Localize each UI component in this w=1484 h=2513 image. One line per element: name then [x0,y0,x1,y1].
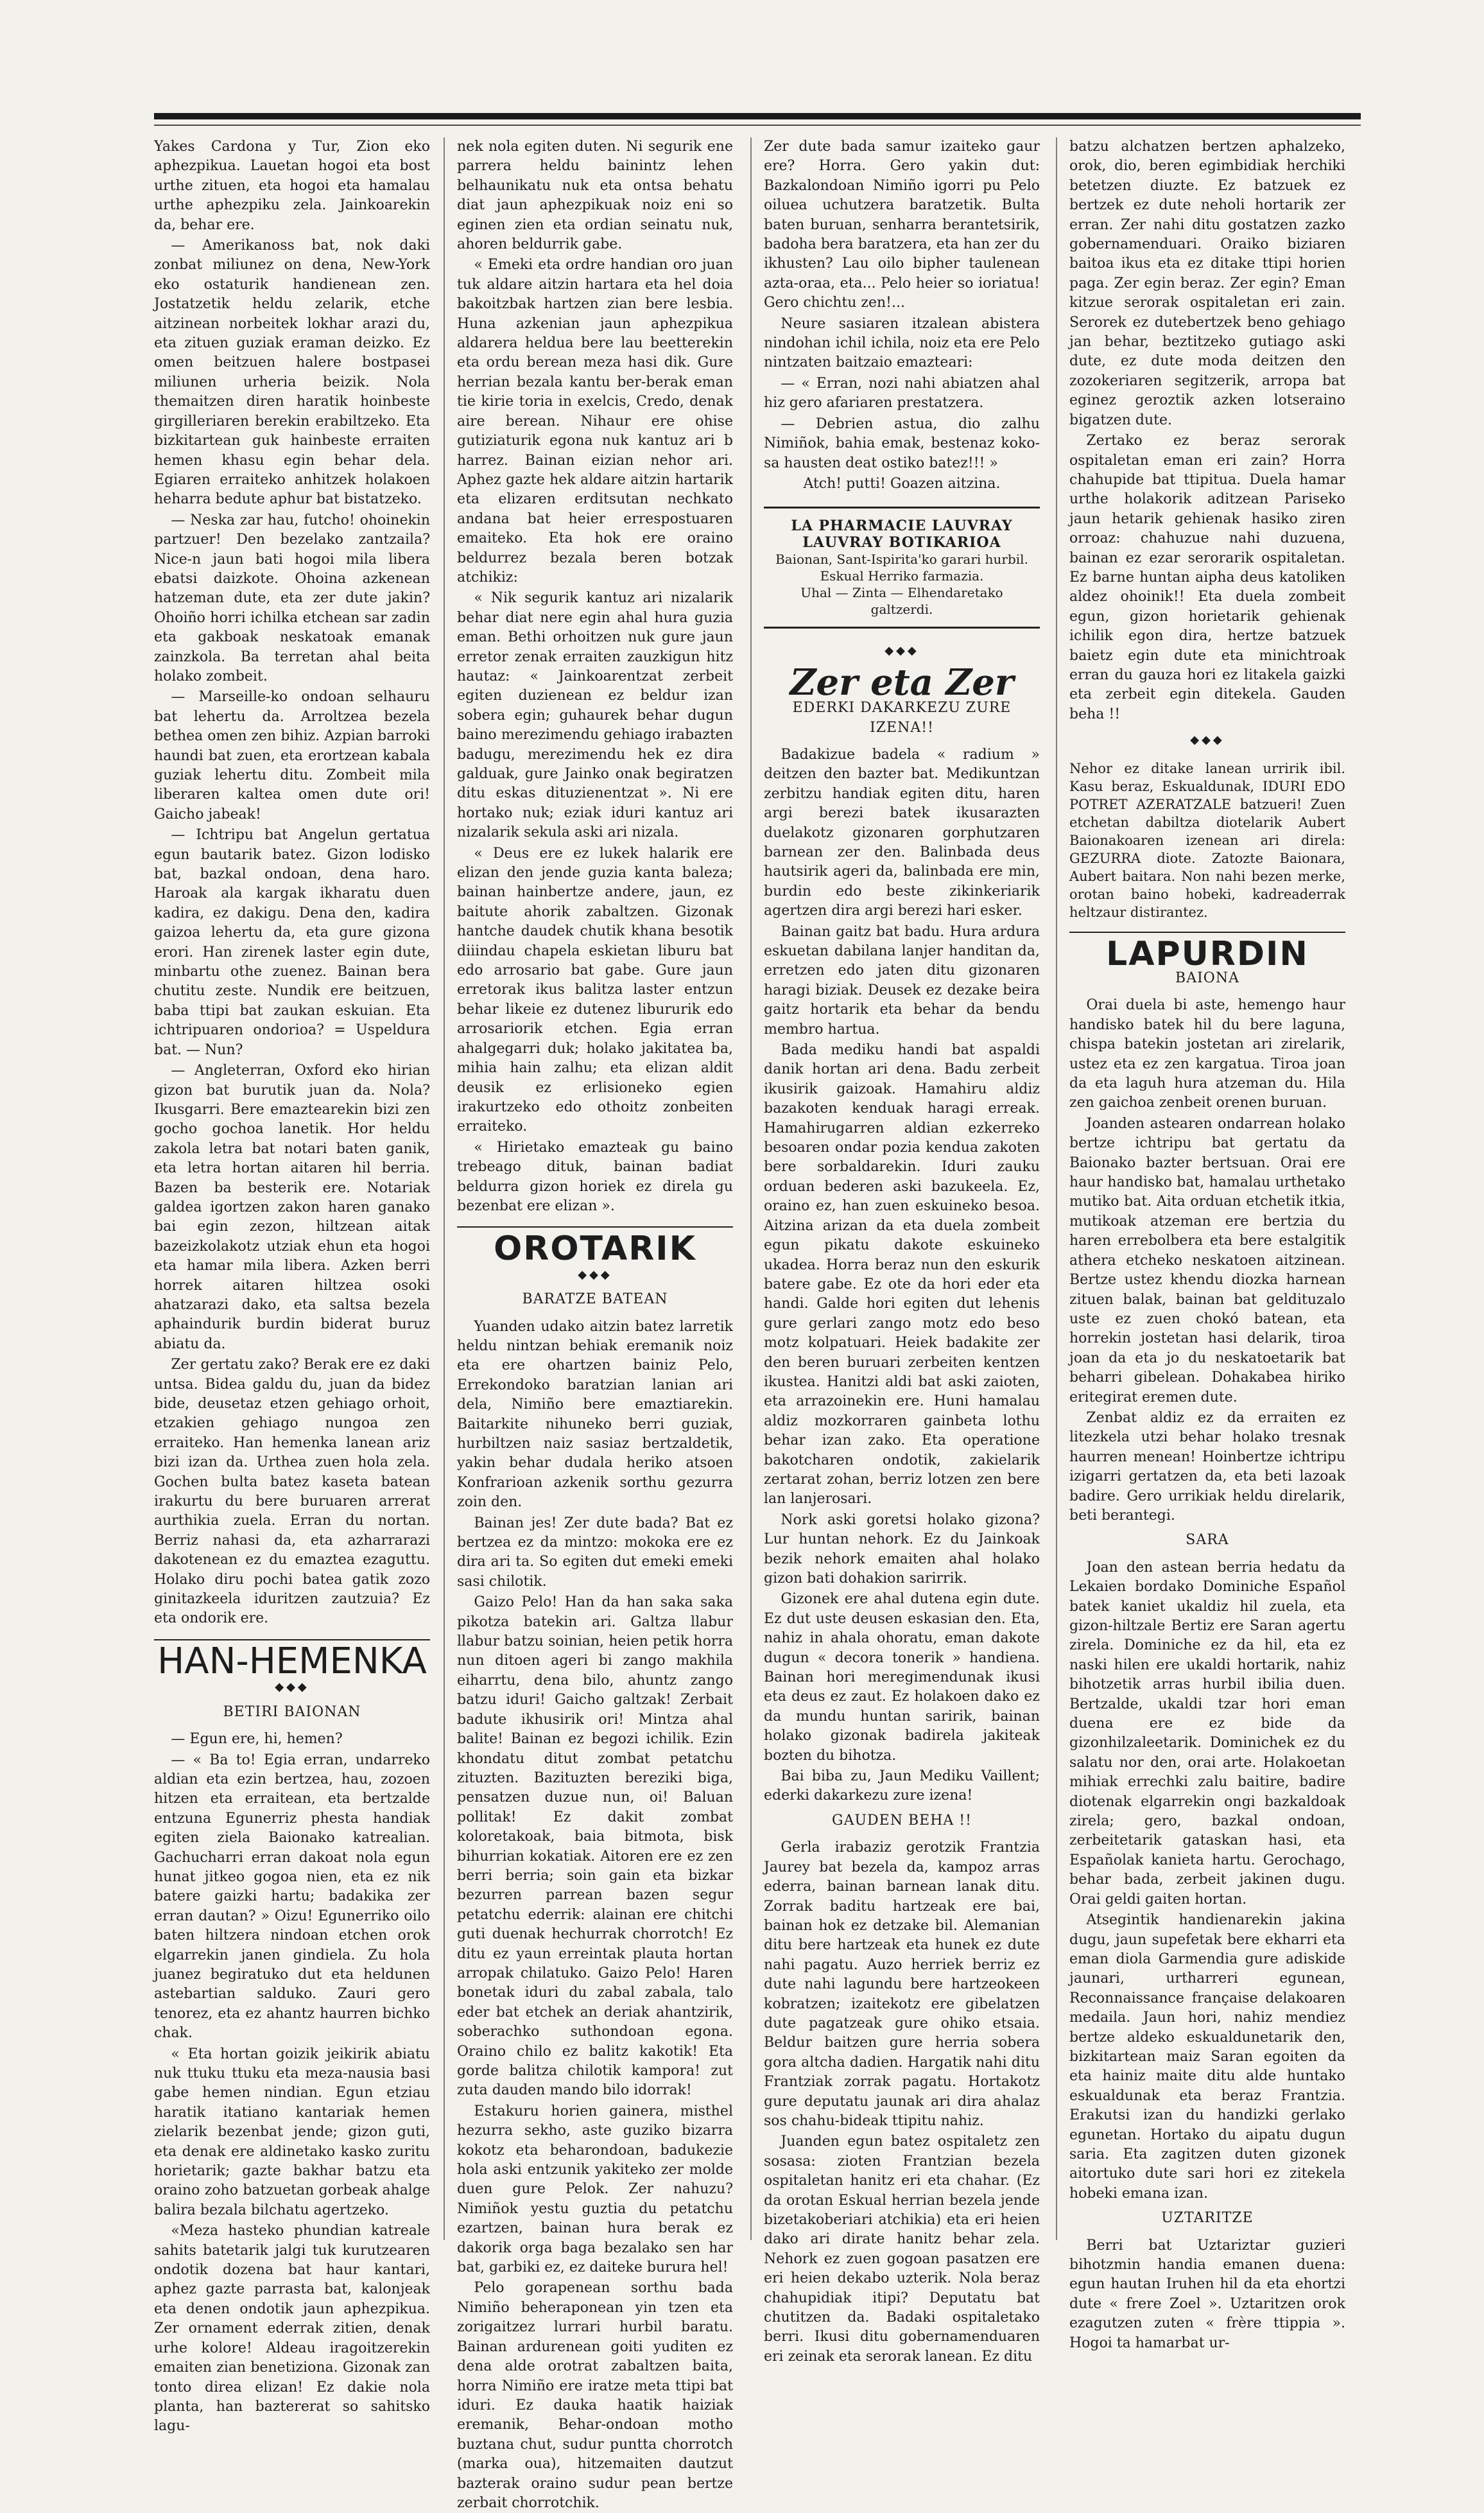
article-paragraph: Zer dute bada samur izaiteko gaur ere? Horra. Gero yakin dut: Bazkalondoan Nimiño igorri pu Pelo oiluea uchutzera baratzetik. Bulta baten buruan, senharra berantetsirik, badoha bera baratzera, eta han zer du ikhusten? Lau oilo bipher taulenean azta-oraa, eta... Pelo heier so ioriatua! Gero chichtu zen!... [764,139,1040,311]
article-paragraph: «Meza hasteko phundian katreale sahits batetarik jalgi tuk kurutzearen ondotik dozena bat haur kantari, aphez gazte parrasta bat, kalonjeak eta denen ondotik jaun aphezpikua. Zer ornament ederrak zitien, denak urhe kolore! Aldeau iragoitzerekin emaiten zian benetiziona. Gizonak zan tonto direa elizan! Ez dakie nola planta, han baztererat so sahitsko lagu- [154,2223,430,2435]
column-rule [750,137,752,2240]
masthead-rule [154,113,1361,119]
ornament-divider: ◆◆◆ [275,1680,309,1694]
advert-line: Eskual Herriko farmazia. [820,568,984,584]
column-rule [1056,137,1057,2240]
article-paragraph: « Eta hortan goizik jeikirik abiatu nuk ttuku ttuku eta meza-nausia basi gabe hemen nindian. Egun etziau haratik itatiano kantariak hemen zielarik bezenbat jende; gizon guti, eta denak ere aldinetako kasko zuritu horietarik; gazte bakhar batzu eta oraino zoho batzuetan gorbeak ahalge balira bezala bilchatu agertzeko. [154,2046,430,2218]
article-paragraph: Pelo gorapenean sorthu bada Nimiño beheraponean yin tzen eta zorigaitzez lurrari hurbil baratu. Bainan ardurenean goiti yuditen ez dena alde orotrat zabaltzen baita, horra Nimiño ere iratze meta ttipi bat iduri. Ez dauka haatik haiziak eremanik, Behar-ondoan motho buztana chut, sudur puntta chorrotch (marka oua), hitzemaiten dautzut bazterak oraino sudur pean bertze zerbait chorrotchik. [457,2280,733,2511]
column-3 [764,137,1040,2365]
section-title: OROTARIK [494,1230,696,1269]
masthead-thin-rule [154,125,1361,126]
article-paragraph: Atsegintik handienarekin jakina dugu, jaun supefetak bere ekharri eta eman diola Garmendia gure adiskide jaunari, urtharreri egunean, Reconnaissance française delakoaren medaila. Jaun hori, nahiz mendiez bertze aldeko eskualdunetarik den, bizkitartean maiz Saran egoiten da eta hainiz maite ditu alde huntako eskualdunak eta beraz Frantzia. Erakutsi izan du handizki gerlako egunetan. Hortako du aipatu dugun saria. Eta zagitzen duten gizonek aitortuko dute sari hori ez zitekela hobeki emana izan. [1069,1912,1345,2202]
ornament-divider: ◆◆◆ [1190,733,1225,747]
article-paragraph: nek nola egiten duten. Ni segurik ene parrera heldu bainintz lehen belhaunikatu nuk eta ontsa behatu diat jaun aphezpikuak noiz eni so eginen zien eta ordian seinatu nuk, ahoren beldurrik gabe. [457,139,733,253]
article-paragraph: Gerla irabaziz gerotzik Frantzia Jaurey bat bezela da, kampoz arras ederra, bainan barnean lanak ditu. Zorrak baditu hartzeak ere bai, bainan hok ez detzake bil. Alemanian ditu bere hartzeak eta hunek ez dute nahi pagatu. Auzo herriek berriz ez dute nahi lagundu bere hartzeokeen kobratzen; izaitekotz ere gibelatzen dute pagatzeak gure ohiko etsaia. Beldur baitzen gure herria sobera gora altcha dadien. Hargatik nahi ditu Frantziak zorrak pagatu. Hortakotz gure deputatu jaunak ari dira ahalaz sos chahu-bideak ttipitu nahiz. [764,1839,1040,2129]
section-rule [457,1226,733,1228]
column-1 [154,137,430,2435]
section-title: LAPURDIN [1106,934,1309,973]
article-paragraph: Neure sasiaren itzalean abistera nindohan ichil ichila, noiz eta ere Pelo nintzaten baitzaio emazteari: [764,315,1040,371]
article-paragraph: Atch! putti! Goazen aitzina. [803,475,1001,492]
article-paragraph: Zertako ez beraz serorak ospitaletan eman eri zain? Horra chahupide bat ttipitua. Duela hamar urthe holakorik aditzean Pariseko jaun hetarik gehienak hasiko ziren orroaz: chahuzue nahi duzuena, bainan ez ezar serorarik ospitaletan. Ez barne huntan aipha deus katoliken aldez ohoinik!! Eta duela zombeit egun, gizon horietarik gehienak ichilik egon dira, hertze batzuek baietz egin dute eta minichtroak erran du gauza hori ez litakela gaizki eta zerbeit egin ditekela. Gauden beha !! [1069,433,1345,722]
article-paragraph: Yuanden udako aitzin batez larretik heldu nintzan behiak eremanik noiz eta ere ohartzen bainiz Pelo, Errekondoko baratzian lanian ari dela, Nimiño bere emaztiarekin. Baitarkite nihuneko berri guziak, hurbiltzen naiz sasiaz bertzaldetik, yakin behar dudala heriko atsoen Konfrarioan azkenik sorthu gezurra zoin den. [457,1318,733,1511]
article-paragraph: — Marseille-ko ondoan selhauru bat lehertu da. Arroltzea bezela bethea omen zen bihiz. Azpian barroki haundi bat zuen, eta erortzean kabala guziak lehertu ditu. Zombeit mila liberaren kaltea omen dute ori! Gaicho jabeak! [154,689,430,822]
article-paragraph: Bada mediku handi bat aspaldi danik hortan ari dena. Badu zerbeit ikusirik gaizoak. Hamahiru aldiz bazakoten kenduak haragi erreak. Hamahirugarren aldian ezkerreko besoaren ondar pozia kendua zakoten bere sorbaldarekin. Iduri zauku orduan bederen aski bazukeela. Ez, oraino ez, han zuen eskuineko besoa. Aitzina arizan da eta duela zombeit egun pikatu dakote eskuineko ukadea. Horra beraz nun den eskurik batere gabe. Ez ote da hori eder eta handi. Galde hori egiten dut lehenis gure gerlari zango motz edo beso motz kolpatuari. Heiek badakite zer den beren buruari zerbeiten kentzen ikustea. Hanitzi aldi bat aski zaioten, eta arrazoinekin ere. Huni hamalau aldiz mozkorraren gainbeta lothu behar izan zako. Eta operatione bakotcharen ondotik, zakielarik zertarat zohan, berriz lotzen zen bere lan lanjerosari. [764,1042,1040,1508]
column-4 [1069,137,1345,2351]
article-paragraph: Joan den astean berria hedatu da Lekaien bordako Dominiche Español batek kaniet ukaldiz hil zuela, eta gizon-hiltzale Bertiz ere Saran agertu zirela. Dominiche ez da hil, eta ez naski hilen ere ukaldi hortarik, nahiz bihotzetik arras hurbil ibilia duen. Bertzalde, ukaldi tzar hori eman duena ere ez bide da gizonhilzaleetarik. Dominichek ez du salatu nor den, orai arte. Holakoetan mihiak errechki zalu baitire, badire diotenak elgarrekin ongi bazkaldoak zirela; gero, bazkal ondoan, zerbeitetarik gataskan hasi, eta Españolak kanieta hartu. Gerochago, behar bada, zerbeit jakinen dugu. Orai geldi gaiten hortan. [1069,1559,1345,1908]
advert-line: Uhal — Zinta — Elhendaretako galtzerdi. [800,585,1003,618]
article-paragraph: Yakes Cardona y Tur, Zion eko aphezpikua. Lauetan hogoi eta bost urthe zituen, eta hogoi eta hamalau urthe aphezpiku zela. Jainkoarekin da, behar ere. [154,139,430,233]
article-paragraph: Bainan gaitz bat badu. Hura ardura eskuetan dabilana lanjer handitan da, erretzen edo jaten ditu gizonaren haragi biziak. Deusek ez dezake beira gaitz hortarik eta behar da bendu membro hartua. [764,923,1040,1038]
article-paragraph: batzu alchatzen bertzen aphalzeko, orok, dio, beren egimbidiak herchiki betetzen diuzte. Ez batzuek ez bertzek ez dute neholi hortarik zer erran. Zer nahi ditu gostatzen zazko gobernamenduari. Oraiko biziaren baitoa ikus eta ez ditake ttipi horien paga. Zer egin beraz. Zer egin? Eman kitzue serorak ospitaletan eri zain. Serorek ez dutebertzek beno gehiago jan behar, beztitzeko gutiago aski dute, ez dute moda deitzen den zozokeriaren segitzerik, arropa bat eginez geroztik azken lotseraino bigatzen dute. [1069,139,1345,428]
article-paragraph: — Egun ere, hi, hemen? [171,1731,343,1748]
section-title: HAN-HEMENKA [157,1640,427,1682]
article-subtitle: GAUDEN BEHA !! [832,1812,972,1829]
article-paragraph: — Debrien astua, dio zalhu Nimiñok, bahia emak, bestenaz koko-sa hausten deat ostiko batez!!! » [764,415,1040,471]
article-paragraph: Juanden egun batez ospitaletz zen sosasa: zioten Frantzian bezela ospitaletan hanitz eri eta chahar. (Ez da orotan Eskual herrian bezela jende bizetakoberiari atchikia) eta eri heien dako ari dirate hanitz behar zela. Nehork ez zuen gogoan pasatzen ere eri heien dekabo uzterik. Nola beraz chahupidiak itipi? Deputatu bat chutitzen da. Badaki ospitaletako berri. Ikusi ditu gobernamenduaren eri zeinak eta serorak lanean. Ez ditu [764,2134,1040,2365]
article-paragraph: « Hirietako emazteak gu baino trebeago dituk, bainan badiat beldurra gizon horiek ez direla gu bezenbat ere elizan ». [457,1139,733,1214]
ornament-divider: ◆◆◆ [578,1267,612,1282]
article-subtitle: EDERKI DAKARKEZU ZURE IZENA!! [792,700,1012,736]
article-paragraph: — Angleterran, Oxford eko hirian gizon bat burutik juan da. Nola? Ikusgarri. Bere emaztearekin bizi zen gocho gochoa lanetik. Hor heldu zakola letra bat notari baten ganik, eta letra hortan aitaren hil berria. Bazen ba besterik ere. Notariak galdea igortzen zakon haren ganako bai egin zezon, hiltzean aitak bazeizkolakotz utziak ehun eta hogoi eta hamar mila libera. Azken berri horrek aitaren hiltzea osoki ahatzarazi dako, eta saltsa bezela aphaindurik burdin biderat buruz abiatu da. [154,1063,430,1352]
section-title: Zer eta Zer [789,661,1014,704]
advert-heading: LAUVRAY BOTIKARIOA [802,534,1001,552]
article-paragraph: — Ichtripu bat Angelun gertatua egun bautarik batez. Gizon lodisko bat, bazkal ondoan, dena haro. Haroak ala kargak ikharatu duen kadira, ez dakigu. Dena den, kadira gaizoa lehertu da, eta gure gizona erori. Han zirenek laster egin dute, minbartu othe zuenez. Bainan bera chutitu zeste. Nundik ere beitzuen, baba ttipi bat zaukan eskuian. Eta ichtripuaren ondorioa? = Uspeldura bat. — Nun? [154,827,430,1058]
article-paragraph: — « Erran, nozi nahi abiatzen ahal hiz gero afariaren prestatzera. [764,375,1040,412]
article-paragraph: Bainan jes! Zer dute bada? Bat ez bertzea ez da mintzo: mokoka ere ez dira ari ta. So egiten dut emeki emeki sasi chilotik. [457,1515,733,1590]
article-paragraph: Nork aski goretsi holako gizona? Lur huntan nehork. Ez du Jainkoak bezik nehork emaiten ahal holako gizon bati dohakion sarirrik. [764,1511,1040,1587]
article-paragraph: Joanden astearen ondarrean holako bertze ichtripu bat gertatu da Baionako bazter bertsuan. Orai ere haur handisko bat, hamalau urthetako mutiko bat. Aita orduan etchetik itkia, mutikoak atzeman ere bertzia du haren errebolbera eta bere estalgitik athera etcheko neskatoen aitzinean. Bertze ustez khendu diozka harnean zituen balak, bainan bat geldituzalo uste ez zuen chokó batean, eta horrekin jostetan hasi delarik, tiroa joan da eta jo du neskatoetarik bat beharri gibelean. Dohakabea hiriko eritegirat eremen dute. [1069,1115,1345,1405]
section-rule [1069,932,1345,933]
column-rule [444,137,445,2240]
article-paragraph: Badakizue badela « radium » deitzen den bazter bat. Medikuntzan zerbitzu handiak egiten ditu, haren argi berezi batek ikusarazten duelakotz gizonaren gorphutzaren barnean zer den. Balinbada deus hautsirik ageri da, balinbada ere min, burdin edo beste zikinkeriarik agertzen dira argi berezi hari esker. [764,746,1040,919]
column-2 [457,137,733,2511]
article-paragraph: Berri bat Uztariztar guzieri bihotzmin handia emanen duena: egun hautan Iruhen hil da eta ehortzi dute « frere Zoel ». Uztaritzen orok ezagutzen zuten « frère ttippia ». Hogoi ta hamarbat ur- [1069,2237,1345,2351]
article-paragraph: Orai duela bi aste, hemengo haur handisko batek hil du bere laguna, chispa batekin jostetan ari zirelarik, ustez eta ez zen kargatua. Tiroa joan da eta laguh hura atzeman du. Hila zen gaichoa zenbeit orenen buruan. [1069,997,1345,1111]
article-subtitle: BETIRI BAIONAN [223,1703,361,1720]
article-paragraph: « Nik segurik kantuz ari nizalarik behar diat nere egin ahal hura guzia eman. Bethi orhoitzen nuk gure jaun erretor zenak erraiten zauzkigun hitz hautaz: « Jainkoarentzat zerbeit egiten duzienean ez beldur izan sobera egin; guhaurek behar dugun baino merezimendu gehiago irabazten badugu, merezimendu hek ez dira galduak, gure Jainko onak begiratzen ditu eskas dituzienentzat ». Ni ere hortako nuk; eziak iduri kantuz ari nizalarik sekula aski ari nizala. [457,590,733,841]
article-paragraph: Zer gertatu zako? Berak ere ez daki untsa. Bidea galdu du, juan da bidez bide, deusetaz etzen gehiago orhoit, etzakien gehiago nungoa zen erraiteko. Han hemenka lanean ariz bizi izan da. Urthea zuen hola zela. Gochen bulta batez kaseta batean irakurtu du bere buruaren arrerat aurthikia zuela. Erran du nortan. Berriz nahasi da, eta azharrarazi dakotenean ez du emaztea ezaguttu. Holako diru pochi batea gatik zozo ginitazkeela iduritzen zautzuia? Ez eta ondorik ere. [154,1357,430,1627]
article-paragraph: Estakuru horien gainera, misthel hezurra sekho, aste guziko bizarra kokotz eta beharondoan, badukezie hola aski entzunik yakiteko zer molde duen gure Pelok. Zer nahuzu? Nimiñok yestu guztia du petatchu ezartzen, bainan hura berak ez dakorik orga baga bezalako sen har bat, garbiki ez, ez daitekе burura hel! [457,2103,733,2276]
photographer-advert: Nehor ez ditake lanean urririk ibil. Kasu beraz, Eskualdunak, IDURI EDO POTRET AZERATZALE batzueri! Zuen etchetan dabiltza diotelarik Aubert Baionakoaren izenean ari direla: GEZURRA diote. Zatozte Baionara, Aubert baitara. Non nahi bezen merke, orotan baino hobeki, kadreaderrak heltzaur distirantez. [1069,760,1345,920]
article-subtitle: BAIONA [1175,970,1239,986]
article-paragraph: — « Ba to! Egia erran, undarreko aldian eta ezin bertzea, hau, zozoen hitzen eta erraitean, eta bertzalde entzuna Egunerriz phesta handiak egiten ziela Baionako katrealian. Gachucharri erran dakoat nola egun hunat jitkeo gogoa nien, eta ez nik batere gaizki hartu; badakika zer erran dautan? » Oizu! Egunerriko oilo baten hiltzera nindoan etchen orok elgarrekin janen gindiela. Zu hola juanez begiratuko dut eta heldunen astebartian salduko. Zauri gero tenorez, eta ez ahantz haurren bichko chak. [154,1752,430,2042]
article-paragraph: Zenbat aldiz ez da erraiten ez litezkela utzi behar holako tresnak haurren menean! Hoinbertze ichtripu izigarri gertatzen da, eta beti lazoak badire. Gero urrikiak heldu direlarik, beti berantegi. [1069,1409,1345,1524]
advert-heading: LA PHARMACIE LAUVRAY [791,517,1013,535]
article-paragraph: Gizonek ere ahal dutena egin dute. Ez dut uste deusen eskasian den. Eta, nahiz in ahala ohoratu, eman dakote dugun « decora tonerik » handiena. Bainan hori meregimendunak ikusi eta deus ez zaut. Ez holakoen dako ez da mundu huntan saririk, bainan holako gizonak badirela jakiteak bozten du bihotza. [764,1591,1040,1764]
article-paragraph: Gaizo Pelo! Han da han saka saka pikotza batekin ari. Galtza llabur llabur batzu soinian, heien petik horra nun ditoen ageri bi zango makhila eiharrtu, dena bilo, ahuntz zango batzu iduri! Gaicho galtzak! Zerbait badute ikhusirik ori! Mintza ahal balite! Bainan ez begozi ichilik. Ezin khondatu ditut zombat petatchu zituzten. Bazituzten bereziki biga, pensatzen duzue nun, oi! Baluan pollitak! Ez dakit zombat koloretakoak, baia bitmota, bisk bihurrian kokatiak. Aitoren ere ez zen berri berria; soin gain eta bizkar bezurren parrean bazen segur petatchu ederrik: alainan ere chitchi guti duenak hechurrak chorrotch! Ez ditu ez yaun erreintak plauta hortan arropak chilatuko. Gaizo Pelo! Haren bonetak iduri du zabal zabala, talo eder bat etchek an deriak ahantzirik, soberachko suthondoan egona. Oraino chilo ez balitz kakotik! Eta gorde balitza chilotik kampora! zut zuta dauden mando bilo idorrak! [457,1594,733,2099]
article-paragraph: — Neska zar hau, futcho! ohoinekin partzuer! Den bezelako zantzaila? Nice-n jaun bati hogoi mila libera ebatsi daizkote. Ohoina azkenean hatzeman dute, eta zer dute jakin? Ohoiño horri ichilka etchean sar zadin eta gakboak neskatoak emanak zainzkola. Ba terretan ahal beita holako zombeit. [154,512,430,684]
advert-line: Baionan, Sant-Ispirita'ko garari hurbil. [775,552,1028,568]
article-subtitle: SARA [1186,1532,1229,1549]
article-paragraph: « Deus ere ez lukek halarik ere elizan den jende guzia kanta baleza; bainan hainbertze andere, jaun, ez baitute ahorik zabaltzen. Gizonak hantche daudek chutik khana besotik diiindau chapela eskietan liburu bat edo arrosario bat gabe. Gure jaun erretorak ikus balitza laster entzun behar likeie ez dutenez libururik edo arrosariorik etchen. Egia erran ahalgegarri duk; holako jakitatea ba, mihia hain zalhu; eta elizan aldit deusik ez erlisioneko egien irakurtzeko edo othoitz zonbeiten erraiteko. [457,845,733,1135]
article-paragraph: — Amerikanoss bat, nok daki zonbat miliunez on dena, New-York eko ostaturik handienean zen. Jostatzetik heldu zelarik, etche aitzinean norbeitek lokhar arazi du, eta zituen guziak eraman deizko. Ez omen beitzuen halere bostpasei miliunen urheria beizik. Nola themaitzen diren haratik hoinbeste girgilleriaren berekin erabiltzeko. Eta bizkitartean guk hainbeste erraiten hemen khasu egin behar dela. Egiaren erraiteko anhitzek holakoen heharra bedute aphur bat bistatzeko. [154,238,430,508]
ornament-divider: ◆◆◆ [884,644,919,658]
article-subtitle: UZTARITZE [1161,2210,1254,2227]
article-subtitle: BARATZE BATEAN [522,1291,668,1308]
article-paragraph: Bai biba zu, Jaun Mediku Vaillent; ederki dakarkezu zure izena! [764,1768,1040,1804]
pharmacy-advert [764,507,1040,629]
article-paragraph: « Emeki eta ordre handian oro juan tuk aldare aitzin hartara eta hel doia bakoitzbak hartzen zian bere lesbia. Huna azkenian jaun aphezpikua aldarera heldua bere lau beetterekin eta ordu berean meza hasi dik. Gure herrian bezala kantu ber-berak eman tie kirie toria in exelcis, Credo, denak aire berean. Nihaur ere ohise gutiziaturik egona nuk kantuz ari b harrez. Bainan eizian nehor ari. Aphez gazte hek aldare aitzin hartarik eta elizaren erditsutan nechkato andana bat heier errespostuaren emaiteko. Eta hok ere oraino beldurrez bezala beren botzak atchikiz: [457,257,733,586]
